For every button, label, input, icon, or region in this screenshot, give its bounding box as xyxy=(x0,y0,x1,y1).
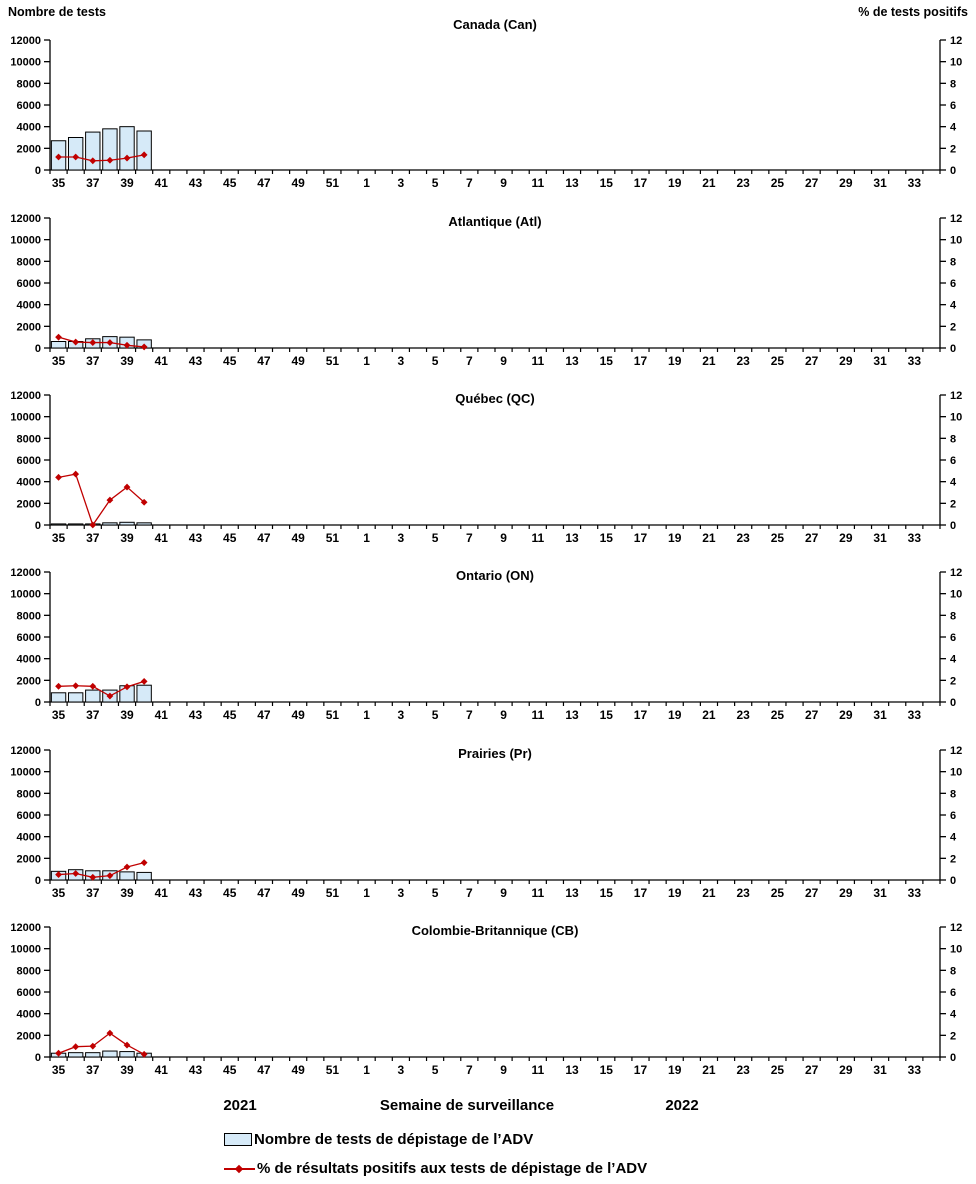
week-tick-label: 51 xyxy=(325,886,340,900)
week-tick-label: 27 xyxy=(804,1063,819,1077)
week-tick-label: 11 xyxy=(531,354,545,368)
week-tick-label: 51 xyxy=(325,176,340,190)
week-tick-label: 9 xyxy=(500,886,507,900)
week-tick-label: 3 xyxy=(397,176,405,190)
week-tick-label: 37 xyxy=(86,708,100,722)
panel-title-quebec: Québec (QC) xyxy=(455,391,535,406)
left-tick-label: 4000 xyxy=(16,299,41,312)
week-tick-label: 9 xyxy=(500,354,507,368)
right-tick-label: 4 xyxy=(950,121,957,134)
right-tick-label: 12 xyxy=(950,922,963,934)
week-tick-label: 27 xyxy=(804,708,819,722)
week-tick-label: 19 xyxy=(668,176,682,190)
week-tick-label: 35 xyxy=(51,886,66,900)
week-tick-label: 49 xyxy=(291,176,305,190)
week-tick-label: 5 xyxy=(431,1063,439,1077)
pct-positive-marker xyxy=(124,864,131,871)
week-tick-label: 41 xyxy=(154,886,168,900)
right-tick-label: 6 xyxy=(950,810,957,822)
week-tick-label: 41 xyxy=(154,1063,168,1077)
right-tick-label: 8 xyxy=(950,965,957,978)
week-tick-label: 13 xyxy=(565,1063,579,1077)
right-tick-label: 8 xyxy=(950,788,957,801)
tests-bar xyxy=(51,342,65,349)
week-tick-label: 21 xyxy=(702,531,716,545)
week-tick-label: 17 xyxy=(633,531,648,545)
left-tick-label: 8000 xyxy=(16,78,41,91)
panel-5 xyxy=(10,922,962,1077)
left-tick-label: 8000 xyxy=(16,788,41,801)
right-tick-label: 4 xyxy=(950,831,957,844)
week-tick-label: 13 xyxy=(565,176,579,190)
week-tick-label: 11 xyxy=(531,886,545,900)
week-tick-label: 25 xyxy=(770,708,785,722)
week-tick-label: 29 xyxy=(839,708,853,722)
right-tick-label: 4 xyxy=(950,653,957,666)
left-tick-label: 12000 xyxy=(10,35,41,47)
legend-bar-label: Nombre de tests de dépistage de l’ADV xyxy=(254,1131,534,1148)
week-tick-label: 35 xyxy=(51,176,66,190)
year-label-2021: 2021 xyxy=(223,1097,257,1114)
panel-title-prairies: Prairies (Pr) xyxy=(458,746,532,761)
week-tick-label: 15 xyxy=(599,1063,613,1077)
left-tick-label: 0 xyxy=(34,875,41,887)
week-tick-label: 31 xyxy=(873,708,887,722)
right-tick-label: 6 xyxy=(950,987,957,999)
left-tick-label: 12000 xyxy=(10,390,41,402)
tests-bar xyxy=(86,132,100,170)
pct-positive-marker xyxy=(72,1043,79,1050)
legend-line-entry xyxy=(224,1160,647,1177)
week-tick-label: 17 xyxy=(633,354,648,368)
week-tick-label: 49 xyxy=(291,531,305,545)
week-tick-label: 3 xyxy=(397,354,405,368)
week-tick-label: 39 xyxy=(120,886,134,900)
week-tick-label: 19 xyxy=(668,1063,682,1077)
pct-positive-marker xyxy=(72,682,79,689)
week-tick-label: 11 xyxy=(531,531,545,545)
right-tick-label: 2 xyxy=(950,675,957,688)
right-tick-label: 12 xyxy=(950,745,963,757)
left-tick-label: 0 xyxy=(34,520,41,532)
week-tick-label: 47 xyxy=(257,531,271,545)
tests-bar xyxy=(120,872,134,880)
week-tick-label: 7 xyxy=(465,886,473,900)
week-tick-label: 25 xyxy=(770,886,785,900)
week-tick-label: 25 xyxy=(770,176,785,190)
week-tick-label: 5 xyxy=(431,176,439,190)
week-tick-label: 45 xyxy=(223,354,237,368)
week-tick-label: 35 xyxy=(51,354,66,368)
week-tick-label: 47 xyxy=(257,886,271,900)
right-tick-label: 10 xyxy=(950,943,963,956)
right-tick-label: 2 xyxy=(950,1030,957,1043)
week-tick-label: 15 xyxy=(599,886,613,900)
left-tick-label: 6000 xyxy=(16,632,41,644)
right-tick-label: 8 xyxy=(950,78,957,91)
right-tick-label: 0 xyxy=(950,165,957,177)
pct-positive-marker xyxy=(55,334,62,341)
left-tick-label: 0 xyxy=(34,165,41,177)
week-tick-label: 13 xyxy=(565,354,579,368)
week-tick-label: 25 xyxy=(770,531,785,545)
left-tick-label: 4000 xyxy=(16,1008,41,1021)
left-tick-label: 10000 xyxy=(10,411,41,424)
week-tick-label: 35 xyxy=(51,531,66,545)
week-tick-label: 47 xyxy=(257,176,271,190)
week-tick-label: 13 xyxy=(565,531,579,545)
week-tick-label: 9 xyxy=(500,708,507,722)
left-tick-label: 2000 xyxy=(16,675,41,688)
week-tick-label: 29 xyxy=(839,886,853,900)
right-tick-label: 4 xyxy=(950,299,957,312)
week-tick-label: 21 xyxy=(702,708,716,722)
right-tick-label: 10 xyxy=(950,234,963,247)
tests-bar xyxy=(68,524,82,525)
legend-bar-swatch-icon xyxy=(224,1133,252,1146)
tests-bar xyxy=(51,693,65,702)
week-tick-label: 45 xyxy=(223,176,237,190)
week-tick-label: 7 xyxy=(465,708,473,722)
week-tick-label: 11 xyxy=(531,176,545,190)
week-tick-label: 37 xyxy=(86,531,100,545)
week-tick-label: 7 xyxy=(465,531,473,545)
left-tick-label: 6000 xyxy=(16,455,41,467)
legend-bars-entry xyxy=(224,1131,533,1148)
right-tick-label: 6 xyxy=(950,100,957,112)
left-tick-label: 8000 xyxy=(16,965,41,978)
week-tick-label: 17 xyxy=(633,176,648,190)
week-tick-label: 39 xyxy=(120,1063,134,1077)
legend-line-label: % de résultats positifs aux tests de dépistage de l’ADV xyxy=(257,1160,648,1177)
tests-bar xyxy=(137,685,151,702)
panel-title-atlantique: Atlantique (Atl) xyxy=(448,214,542,229)
week-tick-label: 23 xyxy=(736,176,750,190)
week-tick-label: 19 xyxy=(668,531,682,545)
week-tick-label: 47 xyxy=(257,354,271,368)
week-tick-label: 23 xyxy=(736,354,750,368)
left-tick-label: 10000 xyxy=(10,234,41,247)
week-tick-label: 43 xyxy=(188,886,203,900)
right-tick-label: 8 xyxy=(950,256,957,269)
left-tick-label: 2000 xyxy=(16,143,41,156)
week-tick-label: 43 xyxy=(188,354,203,368)
right-tick-label: 8 xyxy=(950,610,957,623)
left-tick-label: 10000 xyxy=(10,943,41,956)
left-tick-label: 2000 xyxy=(16,498,41,511)
week-tick-label: 9 xyxy=(500,1063,507,1077)
week-tick-label: 35 xyxy=(51,1063,66,1077)
left-tick-label: 2000 xyxy=(16,1030,41,1043)
week-tick-label: 43 xyxy=(188,708,203,722)
week-tick-label: 1 xyxy=(363,531,370,545)
tests-bar xyxy=(137,872,151,880)
week-tick-label: 17 xyxy=(633,708,648,722)
right-tick-label: 4 xyxy=(950,476,957,489)
right-tick-label: 10 xyxy=(950,411,963,424)
week-tick-label: 45 xyxy=(223,531,237,545)
week-tick-label: 39 xyxy=(120,531,134,545)
week-tick-label: 29 xyxy=(839,531,853,545)
week-tick-label: 11 xyxy=(531,1063,545,1077)
left-tick-label: 6000 xyxy=(16,810,41,822)
week-tick-label: 3 xyxy=(397,886,405,900)
week-tick-label: 9 xyxy=(500,531,507,545)
pct-positive-marker xyxy=(89,683,96,690)
week-tick-label: 47 xyxy=(257,1063,271,1077)
tests-bar xyxy=(103,523,117,525)
week-tick-label: 37 xyxy=(86,1063,100,1077)
right-tick-label: 2 xyxy=(950,321,957,334)
right-tick-label: 12 xyxy=(950,35,963,47)
panel-2 xyxy=(10,390,962,545)
left-tick-label: 4000 xyxy=(16,476,41,489)
week-tick-label: 41 xyxy=(154,176,168,190)
pct-positive-marker xyxy=(55,683,62,690)
right-tick-label: 0 xyxy=(950,697,957,709)
week-tick-label: 27 xyxy=(804,886,819,900)
week-tick-label: 1 xyxy=(363,708,370,722)
left-tick-label: 4000 xyxy=(16,121,41,134)
week-tick-label: 35 xyxy=(51,708,66,722)
left-tick-label: 12000 xyxy=(10,567,41,579)
week-tick-label: 45 xyxy=(223,708,237,722)
right-tick-label: 10 xyxy=(950,766,963,779)
right-axis-title: % de tests positifs xyxy=(858,5,968,19)
left-tick-label: 12000 xyxy=(10,745,41,757)
week-tick-label: 49 xyxy=(291,354,305,368)
legend-line-marker-icon xyxy=(224,1163,255,1175)
panel-title-canada: Canada (Can) xyxy=(453,17,537,32)
tests-bar xyxy=(137,523,151,525)
left-tick-label: 0 xyxy=(34,1052,41,1064)
week-tick-label: 3 xyxy=(397,1063,405,1077)
left-tick-label: 0 xyxy=(34,343,41,355)
week-tick-label: 11 xyxy=(531,708,545,722)
right-tick-label: 12 xyxy=(950,390,963,402)
week-tick-label: 15 xyxy=(599,531,613,545)
week-tick-label: 43 xyxy=(188,1063,203,1077)
week-tick-label: 17 xyxy=(633,1063,648,1077)
week-tick-label: 51 xyxy=(325,708,340,722)
week-tick-label: 31 xyxy=(873,531,887,545)
week-tick-label: 7 xyxy=(465,354,473,368)
right-tick-label: 6 xyxy=(950,632,957,644)
week-tick-label: 23 xyxy=(736,886,750,900)
week-tick-label: 39 xyxy=(120,354,134,368)
week-tick-label: 29 xyxy=(839,176,853,190)
week-tick-label: 33 xyxy=(907,886,922,900)
left-tick-label: 6000 xyxy=(16,278,41,290)
tests-bar xyxy=(120,127,134,170)
week-tick-label: 25 xyxy=(770,1063,785,1077)
right-tick-label: 0 xyxy=(950,343,957,355)
week-tick-label: 27 xyxy=(804,531,819,545)
week-tick-label: 31 xyxy=(873,354,887,368)
left-tick-label: 2000 xyxy=(16,321,41,334)
right-tick-label: 2 xyxy=(950,498,957,511)
week-tick-label: 33 xyxy=(907,176,922,190)
week-tick-label: 21 xyxy=(702,354,716,368)
week-tick-label: 49 xyxy=(291,708,305,722)
right-tick-label: 2 xyxy=(950,143,957,156)
week-tick-label: 25 xyxy=(770,354,785,368)
x-axis-caption: Semaine de surveillance xyxy=(379,1097,555,1114)
week-tick-label: 5 xyxy=(431,708,439,722)
week-tick-label: 13 xyxy=(565,708,579,722)
week-tick-label: 51 xyxy=(325,354,340,368)
left-tick-label: 0 xyxy=(34,697,41,709)
left-tick-label: 8000 xyxy=(16,256,41,269)
week-tick-label: 41 xyxy=(154,354,168,368)
week-tick-label: 19 xyxy=(668,886,682,900)
left-tick-label: 10000 xyxy=(10,766,41,779)
week-tick-label: 1 xyxy=(363,176,370,190)
week-tick-label: 39 xyxy=(120,708,134,722)
tests-bar xyxy=(68,1053,82,1057)
left-tick-label: 2000 xyxy=(16,853,41,866)
week-tick-label: 21 xyxy=(702,886,716,900)
week-tick-label: 5 xyxy=(431,886,439,900)
week-tick-label: 51 xyxy=(325,1063,340,1077)
week-tick-label: 41 xyxy=(154,531,168,545)
week-tick-label: 45 xyxy=(223,1063,237,1077)
week-tick-label: 31 xyxy=(873,886,887,900)
left-tick-label: 4000 xyxy=(16,831,41,844)
tests-bar xyxy=(120,522,134,525)
tests-bar xyxy=(103,1051,117,1057)
pct-positive-marker xyxy=(141,859,148,866)
week-tick-label: 13 xyxy=(565,886,579,900)
week-tick-label: 7 xyxy=(465,176,473,190)
week-tick-label: 33 xyxy=(907,531,922,545)
left-tick-label: 6000 xyxy=(16,100,41,112)
week-tick-label: 19 xyxy=(668,354,682,368)
left-tick-label: 12000 xyxy=(10,213,41,225)
week-tick-label: 49 xyxy=(291,886,305,900)
week-tick-label: 47 xyxy=(257,708,271,722)
week-tick-label: 31 xyxy=(873,176,887,190)
week-tick-label: 3 xyxy=(397,708,405,722)
week-tick-label: 15 xyxy=(599,176,613,190)
pct-positive-marker xyxy=(72,471,79,478)
left-tick-label: 10000 xyxy=(10,56,41,69)
tests-bar xyxy=(51,524,65,525)
right-tick-label: 12 xyxy=(950,213,963,225)
right-tick-label: 2 xyxy=(950,853,957,866)
week-tick-label: 1 xyxy=(363,354,370,368)
panel-3 xyxy=(10,567,962,722)
week-tick-label: 41 xyxy=(154,708,168,722)
week-tick-label: 5 xyxy=(431,531,439,545)
week-tick-label: 1 xyxy=(363,886,370,900)
right-tick-label: 0 xyxy=(950,520,957,532)
week-tick-label: 29 xyxy=(839,354,853,368)
right-tick-label: 10 xyxy=(950,588,963,601)
tests-bar xyxy=(103,129,117,170)
week-tick-label: 15 xyxy=(599,354,613,368)
year-label-2022: 2022 xyxy=(665,1097,699,1114)
right-tick-label: 0 xyxy=(950,875,957,887)
week-tick-label: 27 xyxy=(804,354,819,368)
week-tick-label: 33 xyxy=(907,354,922,368)
week-tick-label: 23 xyxy=(736,1063,750,1077)
tests-bar xyxy=(137,131,151,170)
right-tick-label: 12 xyxy=(950,567,963,579)
week-tick-label: 1 xyxy=(363,1063,370,1077)
left-tick-label: 4000 xyxy=(16,653,41,666)
week-tick-label: 5 xyxy=(431,354,439,368)
panel-title-colombie-britannique: Colombie-Britannique (CB) xyxy=(411,923,579,938)
pct-positive-marker xyxy=(55,474,62,481)
panel-title-ontario: Ontario (ON) xyxy=(456,568,534,583)
panel-4 xyxy=(10,745,962,900)
week-tick-label: 15 xyxy=(599,708,613,722)
week-tick-label: 33 xyxy=(907,1063,922,1077)
left-tick-label: 6000 xyxy=(16,987,41,999)
week-tick-label: 37 xyxy=(86,354,100,368)
week-tick-label: 3 xyxy=(397,531,405,545)
week-tick-label: 51 xyxy=(325,531,340,545)
week-tick-label: 27 xyxy=(804,176,819,190)
panel-1 xyxy=(10,213,962,368)
left-tick-label: 10000 xyxy=(10,588,41,601)
week-tick-label: 9 xyxy=(500,176,507,190)
week-tick-label: 33 xyxy=(907,708,922,722)
week-tick-label: 39 xyxy=(120,176,134,190)
tests-bar xyxy=(86,1053,100,1057)
week-tick-label: 21 xyxy=(702,1063,716,1077)
week-tick-label: 29 xyxy=(839,1063,853,1077)
week-tick-label: 43 xyxy=(188,176,203,190)
week-tick-label: 45 xyxy=(223,886,237,900)
pct-positive-line xyxy=(59,474,145,525)
week-tick-label: 43 xyxy=(188,531,203,545)
left-axis-title: Nombre de tests xyxy=(8,5,106,19)
left-tick-label: 12000 xyxy=(10,922,41,934)
tests-bar xyxy=(86,690,100,702)
right-tick-label: 6 xyxy=(950,278,957,290)
week-tick-label: 19 xyxy=(668,708,682,722)
right-tick-label: 10 xyxy=(950,56,963,69)
week-tick-label: 21 xyxy=(702,176,716,190)
left-tick-label: 8000 xyxy=(16,610,41,623)
pct-positive-marker xyxy=(141,678,148,685)
week-tick-label: 49 xyxy=(291,1063,305,1077)
right-tick-label: 0 xyxy=(950,1052,957,1064)
week-tick-label: 23 xyxy=(736,708,750,722)
left-tick-label: 8000 xyxy=(16,433,41,446)
right-tick-label: 8 xyxy=(950,433,957,446)
tests-bar xyxy=(68,693,82,702)
week-tick-label: 23 xyxy=(736,531,750,545)
panel-0 xyxy=(10,35,962,190)
right-tick-label: 4 xyxy=(950,1008,957,1021)
tests-bar xyxy=(120,1052,134,1057)
right-tick-label: 6 xyxy=(950,455,957,467)
week-tick-label: 7 xyxy=(465,1063,473,1077)
week-tick-label: 37 xyxy=(86,176,100,190)
week-tick-label: 37 xyxy=(86,886,100,900)
week-tick-label: 17 xyxy=(633,886,648,900)
week-tick-label: 31 xyxy=(873,1063,887,1077)
